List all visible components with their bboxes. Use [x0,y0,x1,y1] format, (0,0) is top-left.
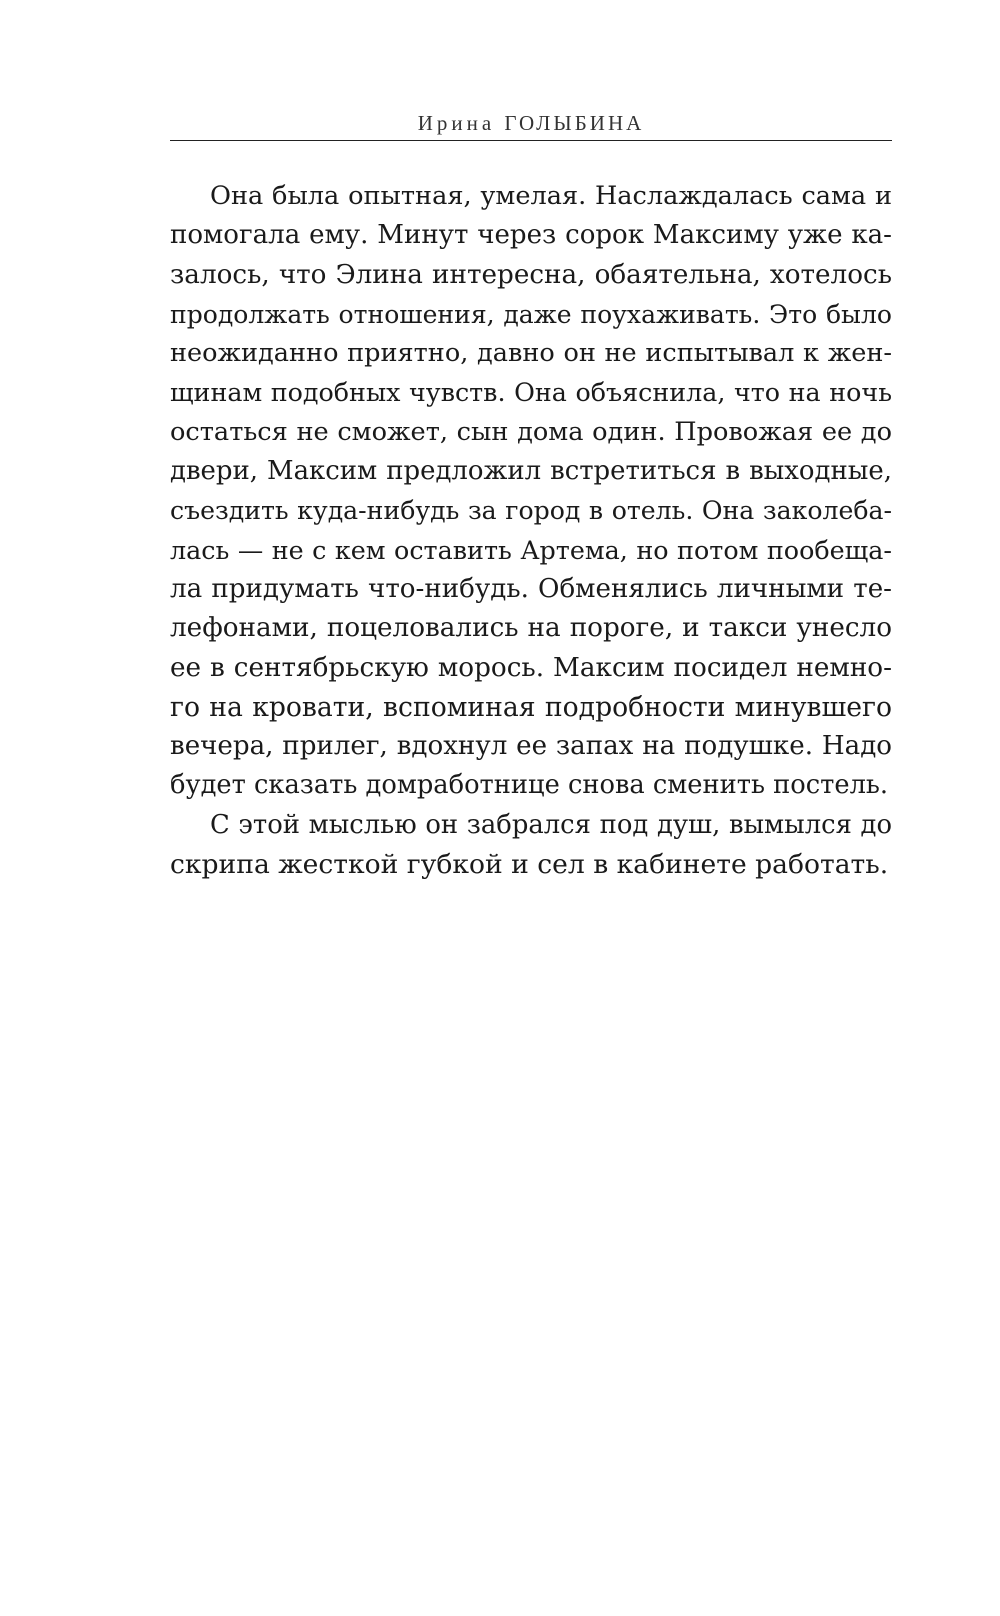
text-line: ее в сентябрьскую морось. Максим посидел немно- [170,652,892,683]
running-head [170,106,892,140]
text-line: помогала ему. Минут через сорок Максиму уже ка- [170,220,892,251]
text-line: лефонами, поцеловались на пороге, и такси унесло [170,613,892,644]
text-line: лась — не с кем оставить Артема, но потом пообеща- [170,534,892,565]
text-line: неожиданно приятно, давно он не испытывал к жен- [170,338,892,369]
text-line: скрипа жесткой губкой и сел в кабинете работать. [170,849,889,881]
text-line: вечера, прилег, вдохнул ее запах на подушке. Надо [170,731,892,762]
text-line: С этой мыслью он забрался под душ, вымылся до [210,809,892,840]
body-text [170,177,892,884]
text-line: двери, Максим предложил встретиться в выходные, [170,456,892,487]
paragraph-1 [170,177,892,806]
text-line: продолжать отношения, даже поухаживать. Это было [170,299,892,329]
header-rule [170,140,892,141]
author-last-name: ГОЛЫБИНА [504,111,645,135]
text-line: го на кровати, вспоминая подробности минувшего [170,691,892,723]
text-line: Она была опытная, умелая. Наслаждалась сама и [210,181,892,211]
text-line: ла придумать что-нибудь. Обменялись личными те- [170,573,892,604]
text-line: съездить куда-нибудь за город в отель. Она заколеба- [170,496,892,526]
text-line: остаться не сможет, сын дома один. Провожая ее до [170,416,892,447]
author-first-name: Ирина [417,111,496,135]
text-line: будет сказать домработнице снова сменить постель. [170,770,889,801]
text-line: залось, что Элина интересна, обаятельна, хотелось [170,259,892,290]
text-line: щинам подобных чувств. Она объяснила, что на ночь [170,377,892,408]
paragraph-2 [170,806,892,885]
